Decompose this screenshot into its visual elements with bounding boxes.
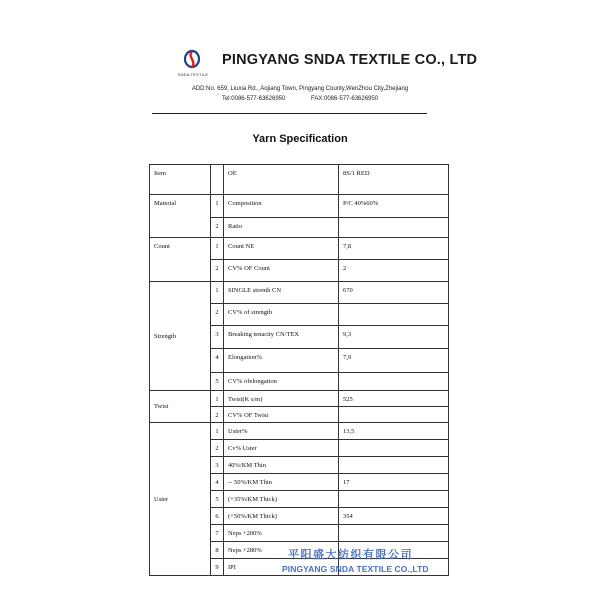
param-value: 525	[339, 391, 449, 407]
param-name: CV% OF Count	[224, 260, 339, 282]
param-name: Uster%	[224, 423, 339, 440]
company-fax: FAX:0086-577-63626950	[311, 96, 379, 102]
row-index: 5	[211, 373, 224, 391]
row-index: 1	[211, 391, 224, 407]
param-name: IPI	[224, 559, 339, 576]
param-value: 2	[339, 260, 449, 282]
table-row	[150, 391, 449, 407]
param-value	[339, 407, 449, 423]
group-label-twist: Twist	[150, 391, 211, 423]
row-index: 1	[211, 195, 224, 218]
group-label-material: Material	[150, 195, 211, 238]
param-name: Composition	[224, 195, 339, 218]
param-name: Neps +280%	[224, 542, 339, 559]
param-value	[339, 440, 449, 457]
param-value: P/C 40%60%	[339, 195, 449, 218]
row-index: 2	[211, 304, 224, 326]
param-name: Neps +200%	[224, 525, 339, 542]
param-name: Twist(K s/m)	[224, 391, 339, 407]
param-name: Elongation%	[224, 349, 339, 373]
param-value: 7,9	[339, 349, 449, 373]
param-value: 670	[339, 282, 449, 304]
row-index: 4	[211, 474, 224, 491]
param-value	[339, 491, 449, 508]
row-index: 2	[211, 440, 224, 457]
row-index: 3	[211, 326, 224, 349]
param-value	[339, 457, 449, 474]
header-divider	[152, 113, 427, 114]
param-value: 17	[339, 474, 449, 491]
param-name: Cv% Uster	[224, 440, 339, 457]
logo-caption: SNDA TEXTILE	[177, 72, 209, 77]
param-value: 9,3	[339, 326, 449, 349]
row-index: 4	[211, 349, 224, 373]
table-row	[150, 238, 449, 260]
company-contacts	[0, 96, 600, 102]
row-index: 7	[211, 525, 224, 542]
row-index: 2	[211, 407, 224, 423]
param-value	[339, 373, 449, 391]
param-name: Count NE	[224, 238, 339, 260]
param-value: 7,8	[339, 238, 449, 260]
param-name: CV% OF Twist	[224, 407, 339, 423]
header-index-cell	[211, 165, 224, 195]
group-label-strength: Strength	[150, 282, 211, 391]
header-value-cell: 8S/1 RED	[339, 165, 449, 195]
row-index: 5	[211, 491, 224, 508]
row-index: 9	[211, 559, 224, 576]
param-name: Breaking tenacity CN/TEX	[224, 326, 339, 349]
param-value	[339, 525, 449, 542]
stamp-chinese-name: 平阳盛大纺织有限公司	[288, 549, 413, 561]
company-tel: Tel:0086-577-63626950	[221, 96, 286, 102]
company-name: PINGYANG SNDA TEXTILE CO., LTD	[222, 52, 478, 68]
yarn-spec-table	[149, 164, 449, 576]
param-name: CV% ofelongation	[224, 373, 339, 391]
param-name: Ratio	[224, 218, 339, 238]
row-index: 8	[211, 542, 224, 559]
param-value: 354	[339, 508, 449, 525]
param-value	[339, 218, 449, 238]
row-index: 3	[211, 457, 224, 474]
param-name: 40%/KM Thin	[224, 457, 339, 474]
company-address: ADD:No. 659, Liuxia Rd., Aojiang Town, Pingyang County,WenZhou City,Zhejiang	[191, 86, 409, 92]
table-header-row	[150, 165, 449, 195]
header-item-cell: Item	[150, 165, 211, 195]
param-name: (+50%/KM Thick)	[224, 508, 339, 525]
param-name: -- 50%/KM Thin	[224, 474, 339, 491]
param-value: 13,5	[339, 423, 449, 440]
row-index: 1	[211, 423, 224, 440]
param-name: (+35%/KM Thick)	[224, 491, 339, 508]
company-stamp	[282, 546, 442, 574]
table-row	[150, 423, 449, 440]
group-label-uster: Uster	[150, 423, 211, 576]
row-index: 1	[211, 238, 224, 260]
table-row	[150, 195, 449, 218]
row-index: 1	[211, 282, 224, 304]
param-value	[339, 304, 449, 326]
row-index: 2	[211, 260, 224, 282]
header-type-cell: OE	[224, 165, 339, 195]
param-name: SINGLE strenth CN	[224, 282, 339, 304]
param-name: CV% of strength	[224, 304, 339, 326]
stamp-english-name: PINGYANG SNDA TEXTILE CO.,LTD	[282, 564, 429, 574]
group-label-count: Count	[150, 238, 211, 282]
table-row	[150, 282, 449, 304]
row-index: 2	[211, 218, 224, 238]
row-index: 6	[211, 508, 224, 525]
page-title: Yarn Specification	[252, 133, 348, 145]
